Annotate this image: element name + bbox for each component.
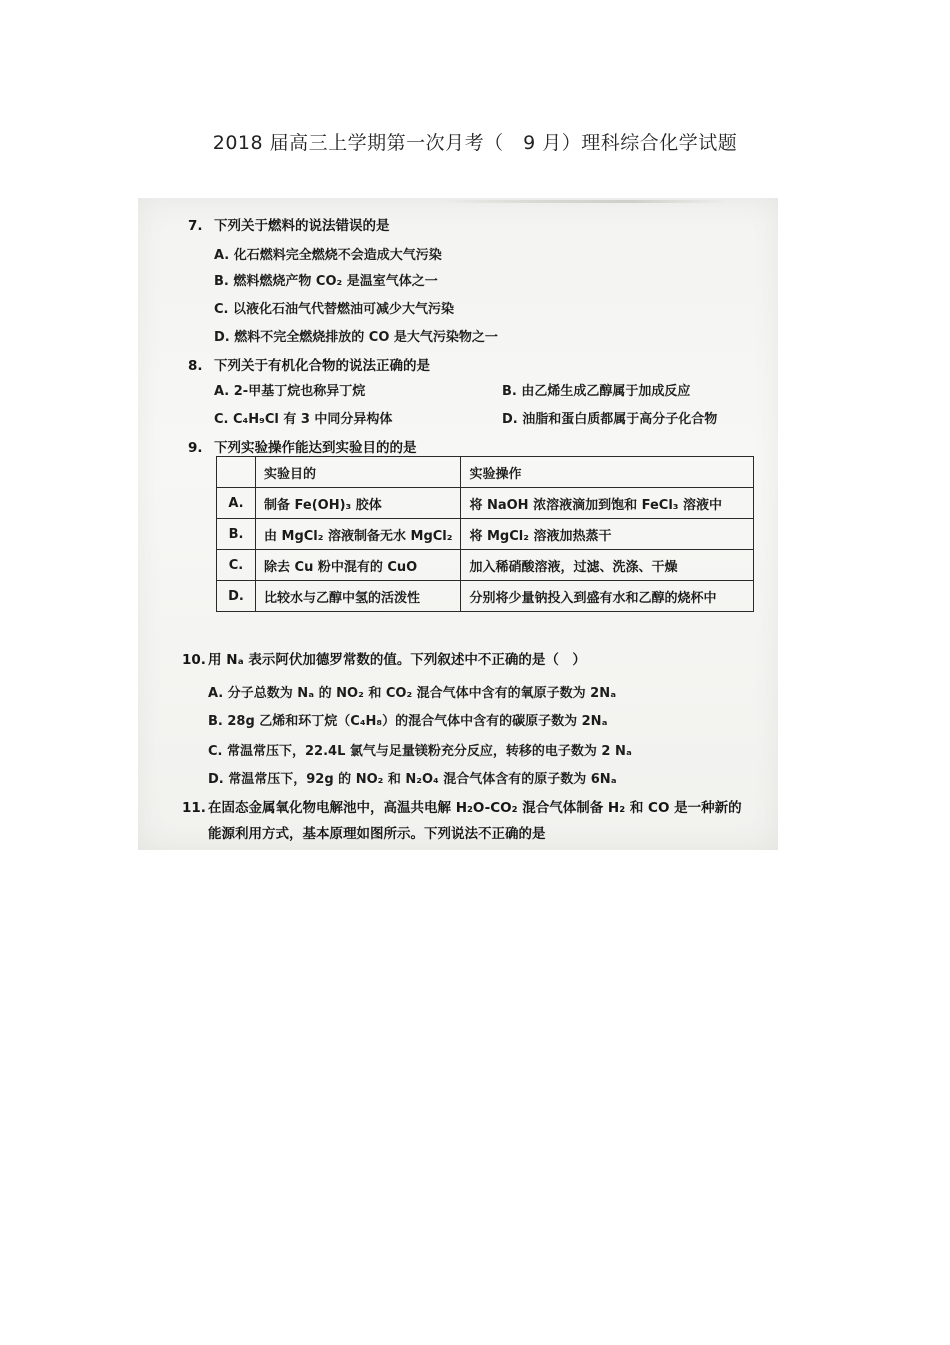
question-number: 9. bbox=[188, 440, 203, 456]
table-row bbox=[217, 550, 754, 581]
q8-option-d: D. 油脂和蛋白质都属于高分子化合物 bbox=[502, 412, 718, 427]
table-cell: 将 MgCl₂ 溶液加热蒸干 bbox=[461, 519, 754, 550]
table-row bbox=[217, 519, 754, 550]
question-number: 10. bbox=[182, 652, 206, 668]
question-stem: 用 Nₐ 表示阿伏加德罗常数的值。下列叙述中不正确的是（ ） bbox=[208, 652, 586, 668]
question-11-line-2: 能源利用方式，基本原理如图所示。下列说法不正确的是 bbox=[208, 826, 546, 842]
table-cell: 加入稀硝酸溶液，过滤、洗涤、干燥 bbox=[461, 550, 754, 581]
question-11 bbox=[182, 796, 742, 816]
table-cell: 比较水与乙醇中氢的活泼性 bbox=[256, 581, 461, 612]
table-row bbox=[217, 488, 754, 519]
table-cell: 分别将少量钠投入到盛有水和乙醇的烧杯中 bbox=[461, 581, 754, 612]
page-title: 2018 届高三上学期第一次月考（ 9 月）理科综合化学试题 bbox=[212, 132, 738, 154]
table-row bbox=[217, 581, 754, 612]
scanned-exam-image bbox=[138, 198, 778, 850]
table-header-row bbox=[217, 457, 754, 488]
table-cell: D. bbox=[217, 581, 256, 612]
table-header-cell bbox=[217, 457, 256, 488]
question-stem-line-1: 在固态金属氧化物电解池中，高温共电解 H₂O-CO₂ 混合气体制备 H₂ 和 CO 是一种新的 bbox=[208, 800, 742, 816]
question-number: 7. bbox=[188, 218, 203, 234]
question-stem: 下列关于燃料的说法错误的是 bbox=[214, 218, 390, 234]
q7-option-d: D. 燃料不完全燃烧排放的 CO 是大气污染物之一 bbox=[214, 330, 498, 345]
q7-option-b: B. 燃料燃烧产物 CO₂ 是温室气体之一 bbox=[214, 274, 438, 289]
q8-option-b: B. 由乙烯生成乙醇属于加成反应 bbox=[502, 384, 691, 399]
question-8 bbox=[188, 354, 430, 374]
scan-artifact-line bbox=[438, 200, 728, 203]
q10-option-c: C. 常温常压下，22.4L 氯气与足量镁粉充分反应，转移的电子数为 2 Nₐ bbox=[208, 744, 632, 759]
q10-option-d: D. 常温常压下，92g 的 NO₂ 和 N₂O₄ 混合气体含有的原子数为 6Nₐ bbox=[208, 772, 617, 787]
table-header-cell: 实验操作 bbox=[461, 457, 754, 488]
question-stem: 下列实验操作能达到实验目的的是 bbox=[214, 440, 417, 456]
table-cell: 由 MgCl₂ 溶液制备无水 MgCl₂ bbox=[256, 519, 461, 550]
q8-option-c: C. C₄H₉Cl 有 3 中同分异构体 bbox=[214, 412, 393, 427]
q7-option-c: C. 以液化石油气代替燃油可减少大气污染 bbox=[214, 302, 455, 317]
q7-option-a: A. 化石燃料完全燃烧不会造成大气污染 bbox=[214, 248, 442, 263]
question-number: 11. bbox=[182, 800, 206, 816]
table-cell: B. bbox=[217, 519, 256, 550]
table-cell: 制备 Fe(OH)₃ 胶体 bbox=[256, 488, 461, 519]
question-9 bbox=[188, 436, 417, 456]
q8-option-a: A. 2-甲基丁烷也称异丁烷 bbox=[214, 384, 366, 399]
question-10 bbox=[182, 648, 586, 668]
table-cell: 除去 Cu 粉中混有的 CuO bbox=[256, 550, 461, 581]
question-stem: 下列关于有机化合物的说法正确的是 bbox=[214, 358, 430, 374]
table-cell: 将 NaOH 浓溶液滴加到饱和 FeCl₃ 溶液中 bbox=[461, 488, 754, 519]
q10-option-a: A. 分子总数为 Nₐ 的 NO₂ 和 CO₂ 混合气体中含有的氧原子数为 2Nₐ bbox=[208, 686, 617, 701]
table-header-cell: 实验目的 bbox=[256, 457, 461, 488]
table-cell: A. bbox=[217, 488, 256, 519]
question-7 bbox=[188, 214, 390, 234]
table-cell: C. bbox=[217, 550, 256, 581]
q10-option-b: B. 28g 乙烯和环丁烷（C₄H₈）的混合气体中含有的碳原子数为 2Nₐ bbox=[208, 714, 608, 729]
question-number: 8. bbox=[188, 358, 203, 374]
experiment-table bbox=[216, 456, 754, 612]
